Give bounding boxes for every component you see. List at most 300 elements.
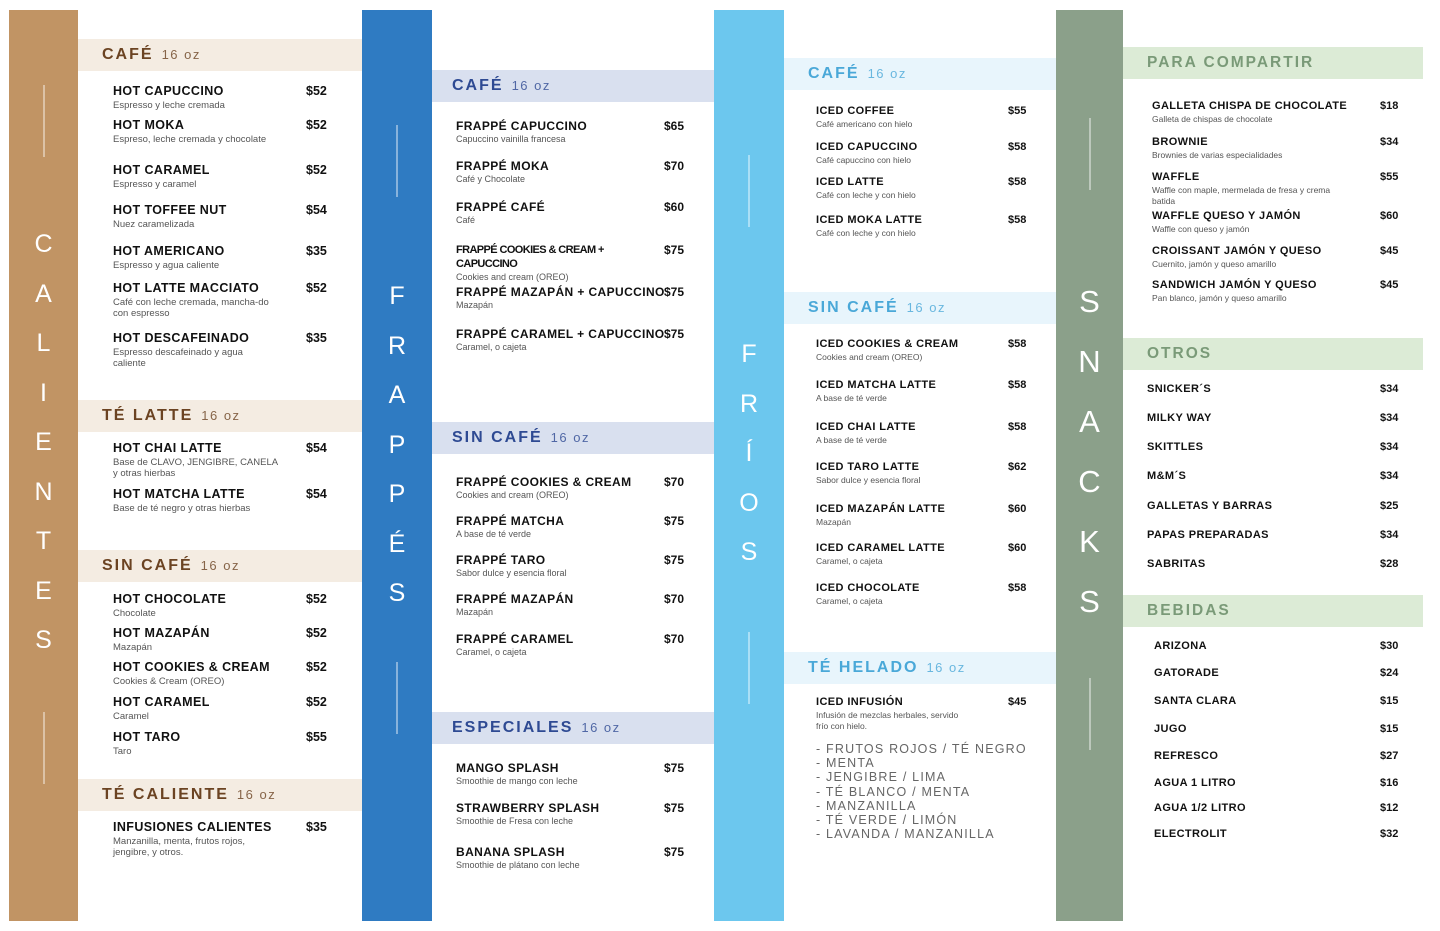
item-name: STRAWBERRY SPLASH bbox=[456, 801, 600, 815]
section-title: SIN CAFÉ bbox=[452, 429, 543, 446]
item-description: Smoothie de Fresa con leche bbox=[456, 816, 574, 826]
snacks-vertical-title bbox=[1056, 272, 1123, 632]
bar-divider-bottom bbox=[43, 712, 44, 784]
item-description: A base de té verde bbox=[816, 435, 887, 445]
section-size: 16 oz bbox=[867, 66, 907, 81]
item-name: ICED MATCHA LATTE bbox=[816, 379, 937, 391]
item-name: ICED INFUSIÓN bbox=[816, 696, 904, 708]
item-name: WAFFLE bbox=[1152, 171, 1200, 183]
menu-item bbox=[113, 441, 303, 480]
item-name: FRAPPÉ CARAMEL bbox=[456, 632, 574, 646]
item-name: AGUA 1 LITRO bbox=[1154, 777, 1237, 789]
item-name: ARIZONA bbox=[1154, 640, 1207, 652]
section-size: 16 oz bbox=[236, 787, 277, 802]
menu-item bbox=[1152, 210, 1372, 235]
bar-divider-bottom bbox=[397, 662, 398, 734]
snacks-bar bbox=[1056, 10, 1123, 921]
vertical-letter: S bbox=[740, 538, 758, 566]
menu-item bbox=[1154, 802, 1374, 815]
item-description: Café americano con hielo bbox=[816, 119, 913, 129]
item-price: $16 bbox=[1380, 777, 1399, 789]
item-name: ICED COOKIES & CREAM bbox=[816, 338, 959, 350]
item-name: HOT CHAI LATTE bbox=[113, 441, 222, 455]
menu-item bbox=[816, 176, 1006, 201]
item-name: FRAPPÉ MAZAPÁN bbox=[456, 592, 574, 606]
item-name: AGUA 1/2 LITRO bbox=[1154, 802, 1246, 814]
item-name: BROWNIE bbox=[1152, 136, 1208, 148]
vertical-letter: R bbox=[387, 331, 407, 360]
item-price: $65 bbox=[664, 119, 685, 133]
item-name: BANANA SPLASH bbox=[456, 845, 565, 859]
item-description: Espresso y leche cremada bbox=[113, 99, 225, 111]
item-description: Waffle con maple, mermelada de fresa y crema batida bbox=[1152, 185, 1331, 206]
item-price: $58 bbox=[1008, 338, 1027, 350]
item-name: SANDWICH JAMÓN Y QUESO bbox=[1152, 279, 1317, 291]
vertical-letter: C bbox=[1078, 464, 1101, 499]
item-description: Pan blanco, jamón y queso amarillo bbox=[1152, 293, 1287, 303]
section-header-caf- bbox=[78, 39, 362, 71]
section-title: TÉ CALIENTE bbox=[102, 786, 229, 803]
menu-item bbox=[113, 695, 303, 722]
item-name: FRAPPÉ CAPUCCINO bbox=[456, 119, 588, 133]
flavor-option: - TÉ BLANCO / MENTA bbox=[816, 784, 971, 799]
menu-item bbox=[113, 118, 303, 145]
item-description: Caramel, o cajeta bbox=[456, 647, 527, 657]
item-description: Mazapán bbox=[113, 641, 153, 653]
menu-item bbox=[816, 461, 1006, 486]
item-price: $55 bbox=[306, 730, 327, 744]
item-price: $75 bbox=[664, 327, 685, 341]
item-price: $27 bbox=[1380, 750, 1399, 762]
item-price: $34 bbox=[1380, 412, 1399, 424]
vertical-letter: K bbox=[1079, 524, 1100, 559]
item-description: Cookies and cream (OREO) bbox=[456, 272, 569, 282]
item-name: HOT LATTE MACCIATO bbox=[113, 281, 260, 295]
section-header-sin-caf- bbox=[78, 550, 362, 582]
section-title: ESPECIALES bbox=[452, 719, 574, 736]
item-price: $75 bbox=[664, 514, 685, 528]
item-description: A base de té verde bbox=[456, 529, 532, 539]
menu-item bbox=[816, 582, 1006, 607]
item-description: Café y Chocolate bbox=[456, 174, 526, 184]
section-title: CAFÉ bbox=[808, 65, 860, 82]
item-name: ICED TARO LATTE bbox=[816, 461, 920, 473]
item-description: Cookies & Cream (OREO) bbox=[113, 675, 225, 687]
menu-item bbox=[1152, 279, 1372, 304]
bar-divider-bottom bbox=[749, 632, 750, 704]
section-size: 16 oz bbox=[906, 300, 946, 315]
item-price: $52 bbox=[306, 163, 327, 177]
item-price: $52 bbox=[306, 695, 327, 709]
item-price: $70 bbox=[664, 159, 685, 173]
item-description: Mazapán bbox=[456, 300, 494, 310]
menu-item bbox=[1154, 723, 1374, 736]
menu-item bbox=[113, 84, 303, 111]
menu-item bbox=[1154, 695, 1374, 708]
section-header-t-caliente bbox=[78, 779, 362, 811]
item-name: ICED LATTE bbox=[816, 176, 884, 188]
item-description: Sabor dulce y esencia floral bbox=[816, 475, 921, 485]
menu-item bbox=[1154, 777, 1374, 790]
item-price: $58 bbox=[1008, 379, 1027, 391]
item-description: A base de té verde bbox=[816, 393, 887, 403]
menu-item bbox=[1152, 245, 1372, 270]
item-name: SNICKER´S bbox=[1147, 383, 1212, 395]
item-price: $75 bbox=[664, 845, 685, 859]
item-price: $75 bbox=[664, 761, 685, 775]
menu-item bbox=[1152, 136, 1372, 161]
item-description: Café capuccino con hielo bbox=[816, 155, 911, 165]
menu-item bbox=[113, 660, 303, 687]
section-header-caf- bbox=[432, 70, 714, 102]
item-price: $54 bbox=[306, 487, 327, 501]
menu-item bbox=[1154, 667, 1374, 680]
vertical-letter: E bbox=[35, 428, 52, 456]
item-price: $58 bbox=[1008, 421, 1027, 433]
item-price: $24 bbox=[1380, 667, 1399, 679]
item-description: Infusión de mezclas herbales, servido frío con hielo. bbox=[816, 710, 959, 731]
section-title: OTROS bbox=[1147, 345, 1213, 362]
item-price: $52 bbox=[306, 592, 327, 606]
menu-item bbox=[816, 379, 1006, 404]
menu-item bbox=[816, 503, 1006, 528]
section-header-sin-caf- bbox=[432, 422, 714, 454]
calientes-vertical-title bbox=[9, 220, 78, 666]
frios-vertical-title bbox=[714, 330, 784, 578]
menu-item bbox=[456, 801, 666, 827]
item-name: ICED CARAMEL LATTE bbox=[816, 542, 946, 554]
item-price: $58 bbox=[1008, 176, 1027, 188]
menu-item bbox=[456, 475, 666, 501]
menu-item bbox=[1147, 500, 1367, 513]
item-price: $52 bbox=[306, 281, 327, 295]
section-title: TÉ LATTE bbox=[102, 407, 194, 424]
section-title: PARA COMPARTIR bbox=[1147, 54, 1315, 71]
item-description: Caramel, o cajeta bbox=[816, 596, 883, 606]
item-name: GALLETA CHISPA DE CHOCOLATE bbox=[1152, 100, 1348, 112]
item-name: ICED CAPUCCINO bbox=[816, 141, 918, 153]
flavor-option: - MENTA bbox=[816, 756, 875, 771]
section-title: CAFÉ bbox=[452, 77, 504, 94]
item-price: $34 bbox=[1380, 529, 1399, 541]
item-price: $12 bbox=[1380, 802, 1399, 814]
item-price: $35 bbox=[306, 244, 327, 258]
item-description: Café con leche cremada, mancha-do con espresso bbox=[113, 296, 269, 319]
item-name: SABRITAS bbox=[1147, 558, 1206, 570]
menu-item bbox=[113, 592, 303, 619]
menu-item bbox=[816, 421, 1006, 446]
vertical-letter: E bbox=[35, 576, 52, 605]
vertical-letter: T bbox=[35, 527, 52, 555]
vertical-letter: L bbox=[36, 329, 51, 357]
item-price: $62 bbox=[1008, 461, 1027, 473]
item-price: $52 bbox=[306, 118, 327, 132]
vertical-letter: S bbox=[1079, 584, 1100, 619]
item-name: HOT MAZAPÁN bbox=[113, 626, 210, 640]
menu-item bbox=[1147, 529, 1367, 542]
item-price: $75 bbox=[664, 553, 685, 567]
flavor-option: - TÉ VERDE / LIMÓN bbox=[816, 813, 958, 827]
menu-item bbox=[456, 285, 666, 311]
item-price: $34 bbox=[1380, 470, 1399, 482]
item-price: $34 bbox=[1380, 441, 1399, 453]
menu-item bbox=[816, 696, 1006, 731]
item-description: Mazapán bbox=[816, 517, 851, 527]
flavor-option: - JENGIBRE / LIMA bbox=[816, 770, 947, 785]
vertical-letter: S bbox=[388, 579, 406, 607]
item-name: HOT AMERICANO bbox=[113, 244, 225, 258]
item-description: Smoothie de plátano con leche bbox=[456, 860, 580, 870]
item-price: $58 bbox=[1008, 214, 1027, 226]
menu-item bbox=[1154, 828, 1374, 841]
vertical-letter: F bbox=[741, 340, 757, 368]
calientes-bar bbox=[9, 10, 78, 921]
menu-item bbox=[113, 203, 303, 230]
vertical-letter: N bbox=[34, 477, 53, 506]
vertical-letter: I bbox=[40, 378, 47, 407]
item-price: $18 bbox=[1380, 100, 1399, 112]
item-price: $54 bbox=[306, 203, 327, 217]
item-price: $60 bbox=[1380, 210, 1399, 222]
item-price: $32 bbox=[1380, 828, 1399, 840]
item-name: ICED MOKA LATTE bbox=[816, 214, 923, 226]
item-price: $52 bbox=[306, 660, 327, 674]
item-price: $15 bbox=[1380, 695, 1399, 707]
menu-item bbox=[1147, 412, 1367, 425]
frappes-vertical-title bbox=[362, 272, 432, 619]
section-header-bebidas bbox=[1123, 595, 1423, 627]
item-price: $52 bbox=[306, 626, 327, 640]
section-header-t-latte bbox=[78, 400, 362, 432]
item-name: INFUSIONES CALIENTES bbox=[113, 820, 272, 834]
item-description: Smoothie de mango con leche bbox=[456, 776, 578, 786]
bar-divider-top bbox=[1089, 118, 1090, 190]
item-price: $60 bbox=[1008, 503, 1027, 515]
menu-item bbox=[456, 553, 666, 579]
item-name: ICED CHAI LATTE bbox=[816, 421, 916, 433]
item-price: $70 bbox=[664, 632, 685, 646]
menu-item bbox=[1147, 441, 1367, 454]
flavor-option: - MANZANILLA bbox=[816, 798, 917, 813]
vertical-letter: C bbox=[34, 230, 53, 258]
item-name: HOT MATCHA LATTE bbox=[113, 487, 245, 501]
item-description: Galleta de chispas de chocolate bbox=[1152, 114, 1273, 124]
item-name: MILKY WAY bbox=[1147, 412, 1212, 424]
menu-item bbox=[1147, 558, 1367, 571]
item-name: SANTA CLARA bbox=[1154, 695, 1237, 707]
item-price: $30 bbox=[1380, 640, 1399, 652]
item-price: $45 bbox=[1380, 245, 1399, 257]
vertical-letter: R bbox=[739, 389, 759, 418]
item-description: Espreso, leche cremada y chocolate bbox=[113, 133, 267, 145]
item-description: Nuez caramelizada bbox=[113, 218, 195, 230]
menu-item bbox=[1152, 171, 1372, 206]
menu-item bbox=[456, 119, 666, 145]
vertical-letter: F bbox=[389, 282, 405, 310]
item-name: HOT TARO bbox=[113, 730, 181, 744]
item-name: HOT TOFFEE NUT bbox=[113, 203, 227, 217]
item-description: Café con leche y con hielo bbox=[816, 228, 916, 238]
menu-item bbox=[1154, 640, 1374, 653]
item-name: GATORADE bbox=[1154, 667, 1220, 679]
section-title: BEBIDAS bbox=[1147, 602, 1231, 619]
item-price: $60 bbox=[664, 200, 685, 214]
section-size: 16 oz bbox=[581, 720, 621, 735]
item-description: Base de CLAVO, JENGIBRE, CANELA y otras hierbas bbox=[113, 456, 278, 479]
item-name: HOT CAPUCCINO bbox=[113, 84, 224, 98]
section-header-para-compartir bbox=[1123, 47, 1423, 79]
item-description: Base de té negro y otras hierbas bbox=[113, 502, 251, 514]
item-description: Sabor dulce y esencia floral bbox=[456, 568, 567, 578]
item-description: Espresso y caramel bbox=[113, 178, 197, 190]
menu-item bbox=[456, 243, 666, 283]
item-name: MANGO SPLASH bbox=[456, 761, 559, 775]
item-name: HOT CARAMEL bbox=[113, 163, 210, 177]
vertical-letter: A bbox=[1079, 404, 1100, 439]
item-price: $45 bbox=[1008, 696, 1027, 708]
menu-item bbox=[816, 105, 1006, 130]
item-price: $34 bbox=[1380, 136, 1399, 148]
vertical-letter: P bbox=[388, 430, 406, 459]
bar-divider-bottom bbox=[1089, 678, 1090, 750]
bar-divider-top bbox=[397, 125, 398, 197]
item-description: Cookies and cream (OREO) bbox=[816, 352, 923, 362]
section-header-sin-caf- bbox=[784, 292, 1056, 324]
item-price: $45 bbox=[1380, 279, 1399, 291]
item-price: $55 bbox=[1008, 105, 1027, 117]
flavor-option: - FRUTOS ROJOS / TÉ NEGRO bbox=[816, 742, 1027, 756]
item-name: ICED MAZAPÁN LATTE bbox=[816, 503, 946, 515]
section-size: 16 oz bbox=[550, 430, 590, 445]
bar-divider-top bbox=[43, 85, 44, 157]
menu-item bbox=[456, 632, 666, 658]
menu-item bbox=[816, 542, 1006, 567]
item-price: $70 bbox=[664, 475, 685, 489]
menu-item bbox=[456, 159, 666, 185]
item-price: $58 bbox=[1008, 582, 1027, 594]
menu-item bbox=[113, 163, 303, 190]
item-description: Chocolate bbox=[113, 607, 156, 619]
menu-item bbox=[1152, 100, 1372, 125]
menu-item bbox=[456, 845, 666, 871]
menu-item bbox=[456, 592, 666, 618]
item-name: FRAPPÉ CARAMEL + CAPUCCINO bbox=[456, 327, 665, 341]
item-description: Mazapán bbox=[456, 607, 494, 617]
item-name: FRAPPÉ COOKIES & CREAM + CAPUCCINO bbox=[456, 244, 604, 270]
item-price: $70 bbox=[664, 592, 685, 606]
frappes-bar bbox=[362, 10, 432, 921]
item-description: Caramel, o cajeta bbox=[816, 556, 883, 566]
item-name: FRAPPÉ CAFÉ bbox=[456, 200, 546, 214]
menu-item bbox=[113, 331, 303, 370]
menu-item bbox=[113, 281, 303, 320]
item-name: HOT MOKA bbox=[113, 118, 185, 132]
section-title: TÉ HELADO bbox=[808, 659, 919, 676]
item-description: Cookies and cream (OREO) bbox=[456, 490, 569, 500]
item-price: $35 bbox=[306, 331, 327, 345]
item-name: HOT CARAMEL bbox=[113, 695, 210, 709]
item-description: Cuernito, jamón y queso amarillo bbox=[1152, 259, 1277, 269]
item-name: REFRESCO bbox=[1154, 750, 1219, 762]
item-name: ELECTROLIT bbox=[1154, 828, 1228, 840]
bar-divider-top bbox=[749, 155, 750, 227]
section-header-caf- bbox=[784, 58, 1056, 90]
section-size: 16 oz bbox=[926, 660, 966, 675]
item-price: $54 bbox=[306, 441, 327, 455]
item-description: Brownies de varias especialidades bbox=[1152, 150, 1283, 160]
item-description: Capuccino vainilla francesa bbox=[456, 134, 566, 144]
item-price: $35 bbox=[306, 820, 327, 834]
item-description: Espresso descafeinado y agua caliente bbox=[113, 346, 243, 369]
menu-item bbox=[816, 338, 1006, 363]
vertical-letter: É bbox=[388, 529, 406, 558]
menu-item bbox=[1147, 470, 1367, 483]
vertical-letter: P bbox=[388, 480, 406, 508]
item-description: Waffle con queso y jamón bbox=[1152, 224, 1250, 234]
item-description: Café con leche y con hielo bbox=[816, 190, 916, 200]
item-name: FRAPPÉ MATCHA bbox=[456, 514, 565, 528]
item-name: HOT COOKIES & CREAM bbox=[113, 660, 270, 674]
item-name: FRAPPÉ MOKA bbox=[456, 159, 550, 173]
flavor-option: - LAVANDA / MANZANILLA bbox=[816, 827, 995, 842]
item-name: FRAPPÉ MAZAPÁN + CAPUCCINO bbox=[456, 285, 665, 299]
menu-item bbox=[456, 327, 666, 353]
item-name: SKITTLES bbox=[1147, 441, 1204, 453]
vertical-letter: Í bbox=[745, 439, 753, 467]
menu-item bbox=[113, 487, 303, 514]
item-name: HOT DESCAFEINADO bbox=[113, 331, 250, 345]
section-title: SIN CAFÉ bbox=[808, 299, 899, 316]
item-price: $28 bbox=[1380, 558, 1399, 570]
frios-bar bbox=[714, 10, 784, 921]
item-name: FRAPPÉ COOKIES & CREAM bbox=[456, 475, 632, 489]
item-price: $75 bbox=[664, 243, 685, 257]
item-price: $25 bbox=[1380, 500, 1399, 512]
item-price: $15 bbox=[1380, 723, 1399, 735]
menu-item bbox=[456, 200, 666, 226]
item-name: FRAPPÉ TARO bbox=[456, 553, 546, 567]
menu-item bbox=[1147, 383, 1367, 396]
item-price: $52 bbox=[306, 84, 327, 98]
item-name: M&M´S bbox=[1147, 470, 1187, 482]
section-size: 16 oz bbox=[161, 47, 201, 62]
section-size: 16 oz bbox=[511, 78, 551, 93]
section-header-t-helado bbox=[784, 652, 1056, 684]
menu-item bbox=[816, 214, 1006, 239]
item-name: CROISSANT JAMÓN Y QUESO bbox=[1152, 245, 1322, 257]
vertical-letter: N bbox=[1078, 344, 1101, 379]
menu-item bbox=[816, 141, 1006, 166]
item-price: $75 bbox=[664, 285, 685, 299]
item-name: WAFFLE QUESO Y JAMÓN bbox=[1152, 210, 1301, 222]
section-size: 16 oz bbox=[201, 408, 241, 423]
item-name: HOT CHOCOLATE bbox=[113, 592, 227, 606]
item-name: PAPAS PREPARADAS bbox=[1147, 529, 1269, 541]
item-description: Caramel bbox=[113, 710, 149, 722]
section-title: SIN CAFÉ bbox=[102, 557, 193, 574]
menu-item bbox=[113, 244, 303, 271]
item-name: ICED COFFEE bbox=[816, 105, 895, 117]
item-price: $34 bbox=[1380, 383, 1399, 395]
section-size: 16 oz bbox=[200, 558, 240, 573]
item-description: Café bbox=[456, 215, 476, 225]
section-title: CAFÉ bbox=[102, 46, 154, 63]
vertical-letter: O bbox=[739, 488, 759, 517]
menu-item bbox=[456, 514, 666, 540]
item-description: Manzanilla, menta, frutos rojos, jengibre, y otros. bbox=[113, 835, 246, 858]
item-description: Taro bbox=[113, 745, 132, 757]
menu-item bbox=[1154, 750, 1374, 763]
